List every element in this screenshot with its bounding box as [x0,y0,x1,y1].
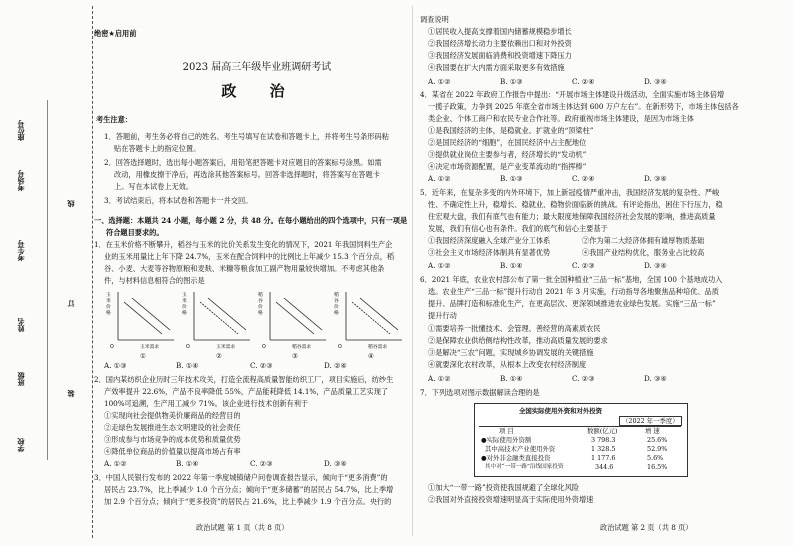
page-divider [412,6,413,536]
q6-item-4: ④就要深化农村改革，从根本上改变农村经济制度 [428,360,587,369]
q4-item-3: ③提供就业岗位主要参与者，经济增长的“发动机” [428,150,587,159]
q6-line-3: 提升、品牌打造和标准化生产，在更高层次、更深领域推进农业绿色发展。实施“三品一标” [428,299,716,308]
q6-item-2: ②是保障农业供给侧结构性改革，推动高质量发展的要求 [428,336,608,345]
svg-text:米: 米 [182,299,187,304]
binding-mark-bind: 装 [67,390,75,397]
q3-line-3: 加 2.9 个百分点；倾向于“更多投资”的居民占 21.6%，比上季减少 1.9 个百分点。央行的 [104,497,392,506]
q5-line-4: 发展，我们有信心也有条件。我们的底气和信心主要基于 [428,224,608,233]
svg-text:谷: 谷 [258,299,263,304]
table-header-item: 项 目 [499,427,514,435]
footer-right: 政治试题 第 2 页（共 8 页） [600,523,693,532]
svg-text:O: O [110,345,114,350]
q4-item-4: ④决定市场资源配置，是产业变革流动的“指挥棒” [428,162,587,171]
section-title-a: 一、选择题：本题共 24 小题，每小题 2 分，共 48 分。在每小题给出的四个选项中，只有一项是 [94,216,408,225]
notice-line-2: 贴在答题卡上的指定位置。 [114,144,201,153]
svg-text:米: 米 [106,299,111,304]
section-title-b: 符合题目要求的。 [106,228,164,237]
q5-item-3: ③社会主义市场经济体制具有显著优势 [428,248,551,257]
q2-item-1: ①实现向社会提供物美价廉商品的经营目的 [104,411,241,420]
q7-item-2: ②我国对外直接投资增速明显高于实际使用外资增速 [428,495,594,504]
q1-option-c[interactable]: C. ②③ [250,361,273,370]
q5-item-4: ④我国产业结构优化，服务业占比较高 [582,248,705,257]
q2-item-3: ③形成参与市场竞争的成本优势和质量优势 [104,435,241,444]
q3-cont: 调查说明 [420,15,449,24]
q5-item-2: ②作为第二大经济体拥有雄厚物质基础 [582,236,705,245]
q3-item-2: ②我国经济增长动力主要依赖出口和对外投资 [428,39,572,48]
q6-option-d[interactable]: D. ③④ [644,374,667,383]
margin-label-room-no: 考场号 [17,170,25,191]
q5-line-2: 性、不确定性上升，稳增长、稳就业、稳物价面临新的挑战。有评论指出，困住下行压力，稳 [428,200,723,209]
q3-line-1: 3．中国人民银行发布的 2022 年第一季度城镇储户问卷调查报告显示，倾向于“更多消费”的 [94,473,388,482]
q1-option-a[interactable]: A. ①③ [104,361,127,370]
q1-chart-2 [182,291,250,350]
cut-line [47,100,48,460]
notice-line-5: 上。写在本试卷上无效。 [114,182,194,191]
q4-line-3: 类企业、个体工商户和农民专业合作社等。政府重视市场主体建设，是因为市场主体 [428,114,694,123]
chart1-ylabel: 玉 [106,293,111,298]
table-row-1-amount: 3 798.3 [591,436,616,444]
table-row-1-growth: 25.6% [647,436,668,444]
margin-label-school: 学校 [17,438,25,452]
q5-option-a[interactable]: A. ①② [428,261,451,270]
table-title: 全国实际使用外资和对外投资 [519,407,603,415]
svg-text:O: O [186,345,190,350]
q5-option-b[interactable]: B. ①④ [500,261,523,270]
q3-line-2: 居民占 23.7%，比上季减少 1.0 个百分点；倾向于“更多储蓄”的居民占 54.7%，比上季增 [104,485,394,494]
notice-line-1: 1．答题前，考生务必将自己的姓名、考生号填写在试卷和答题卡上，并将考生号条形码粘 [104,132,389,141]
binding-dashed-line [92,6,93,538]
q5-item-1: ①我国经济深度融入全球产业分工体系 [428,236,551,245]
table-row-4-label: 其中对“一带一路”沿线国家投资 [485,464,564,470]
svg-text:谷: 谷 [334,299,339,304]
q1-line-3: 谷、小麦、大麦等谷物原粮和麦麸、米糠等粮食加工副产物用量较快增加。不考虑其他条 [104,264,385,273]
q2-line-1: 2．国内某纺织企业历时三年技术攻关，打造全流程高质量智能纺织工厂，项目实施后，纺纱生 [94,375,394,384]
q5-option-d[interactable]: D. ③④ [644,261,667,270]
q3-option-c[interactable]: C. ②④ [572,77,595,86]
margin-label-class: 班级 [17,372,25,386]
q6-line-1: 6．2021 年底，农业农村部公布了第一批全国种植业“三品一标”基地，全国 100 个基地成功入 [420,275,723,284]
q1-line-4: 件，与材料信息相符合的图示是 [104,276,205,285]
chart-num-2: ② [216,352,222,360]
q1-chart-3 [258,291,326,350]
svg-text:格: 格 [258,311,263,316]
table-header-amount: 数额(亿元) [587,427,618,435]
notice-line-6: 3．考试结束后，将本试卷和答题卡一并交回。 [104,196,253,205]
secret-mark: 绝密★启用前 [94,29,137,38]
q4-item-2: ②是国民经济的“细胞”，在国民经济中占主配地位 [428,138,587,147]
q1-line-1: 1．在玉米价格不断攀升，稻谷与玉米的比价关系发生变化的情况下，2021 年我国饲料生产企 [94,240,393,249]
chart-num-4: ④ [368,352,374,360]
notice-title: 考生注意： [96,115,132,124]
q2-line-2: 产效率提升 22.6%，产品不良率降低 55%，产品能耗降低 14.1%，产品质量工艺实现了 [104,387,389,396]
q2-option-c[interactable]: C. ②③ [250,459,273,468]
table-row-4-amount: 344.6 [595,463,614,471]
q3-item-4: ④我国要在扩大内需方面采取更多有效措施 [428,63,565,72]
svg-text:价: 价 [106,305,111,310]
q3-item-3: ③我国经济发展面临消费和投资增速下降压力 [428,51,572,60]
q2-item-4: ④降低单位商品的价值量以提高市场占有率 [104,447,241,456]
table-row-2-amount: 1 328.5 [591,445,616,453]
margin-label-name: 姓名 [17,318,25,332]
q6-line-2: 选。农业生产“三品一标”提升行动自 2021 年 3 月实施，行动指导各地聚焦品种培优、品质 [428,287,719,296]
q6-item-3: ③是解决“三农”问题，实现城乡协调发展的关键措施 [428,348,594,357]
binding-mark-order: 订 [67,300,75,307]
svg-text:稻谷需求: 稻谷需求 [292,345,312,350]
q2-option-b[interactable]: B. ①④ [176,459,199,468]
svg-text:价: 价 [334,305,339,310]
q1-option-d[interactable]: D. ②④ [324,361,347,370]
q1-chart-1 [106,291,174,350]
chart-num-3: ③ [292,352,298,360]
notice-line-4: 改动，用橡皮擦干净后，再选涂其他答案标号。回答非选择题时，将答案写在答题卡 [114,170,380,179]
q6-option-c[interactable]: C. ②③ [572,374,595,383]
q4-option-b[interactable]: B. ①③ [500,174,523,183]
svg-text:O: O [338,345,342,350]
q4-line-1: 4．某省在 2022 年政府工作报告中提出：“开展市场主体建设升级活动，全面实施市场主体倍增 [420,90,725,99]
binding-mark-line: 线 [67,200,75,207]
table-row-2-growth: 52.9% [647,445,668,453]
table-row-1-label: ●实际使用外资额 [481,436,532,444]
q5-line-3: 住宏观大盘，我们有底气也有能力；最大限度地保障我国经济社会发展的影响，推进高质量 [428,212,716,221]
q4-line-2: 一揽子政策，力争到 2025 年底全省市场主体达到 600 万户左右”。在新形势下，市场主体包括各 [428,102,739,111]
q3-item-1: ①居民收入提高支撑着国内储蓄规模稳步增长 [428,27,572,36]
q6-option-b[interactable]: B. ①④ [500,374,523,383]
exam-title: 2023 届高三年级毕业班调研考试 [182,62,332,73]
svg-text:稻: 稻 [258,293,263,298]
footer-left: 政治试题 第 1 页（共 8 页） [196,523,289,532]
svg-text:玉米需求: 玉米需求 [216,345,236,350]
notice-line-3: 2．回答选择题时，选出每小题答案后，用铅笔把答题卡对应题目的答案标号涂黑。如需 [104,158,382,167]
q4-option-a[interactable]: A. ①② [428,174,451,183]
q1-chart-4 [334,291,402,350]
svg-text:价: 价 [182,305,187,310]
q4-item-1: ①是我国经济的主体，是稳就业、扩就业的“顶梁柱” [428,126,594,135]
q6-line-4: 提升行动 [428,311,457,320]
q6-option-a[interactable]: A. ①② [428,374,451,383]
subject-title: 政 治 [221,82,299,100]
q2-option-d[interactable]: D. ③④ [324,459,347,468]
q6-item-1: ①需要培养一批懂技术、会管理、善经营的高素质农民 [428,324,601,333]
svg-text:格: 格 [182,311,187,316]
margin-label-seat-no: 座位号 [17,120,25,141]
q2-item-2: ②走绿色发展推进生态文明建设的社会责任 [104,423,241,432]
table-row-3-label: ●对外非金融类直接投资 [481,454,551,462]
q1-line-2: 业的玉米用量比上年下降 24.7%，玉米在配合饲料中的比例比上年减少 15.3 个百分点，稻 [104,252,395,261]
table-row-4-growth: 16.5% [647,463,668,471]
q5-line-1: 5．近年来，在复杂多变的内外环境下，加上新冠疫情严重冲击，我国经济发展的复杂性、严峻 [420,188,720,197]
q3-option-b[interactable]: B. ①③ [500,77,523,86]
q7-line: 7．下列选项对图示数据解读合理的是 [420,388,540,397]
svg-text:稻谷需求: 稻谷需求 [368,345,388,350]
table-period: （2022 年一季度） [619,416,682,426]
foreign-investment-table [474,403,688,477]
svg-text:稻: 稻 [334,293,339,298]
q3-option-a[interactable]: A. ①② [428,77,451,86]
margin-label-student-no: 考生号 [17,240,25,261]
q2-option-a[interactable]: A. ①② [104,459,127,468]
q3-option-d[interactable]: D. ③④ [644,77,667,86]
svg-text:价: 价 [258,305,263,310]
q4-option-c[interactable]: C. ②④ [572,174,595,183]
chart-num-1: ① [140,352,146,360]
svg-text:格: 格 [334,311,339,316]
q5-option-c[interactable]: C. ②③ [572,261,595,270]
svg-text:O: O [262,345,266,350]
q1-option-b[interactable]: B. ①④ [176,361,199,370]
q7-item-1: ①加大“一带一路”投资使我国规避了全球化风险 [428,483,580,492]
q4-option-d[interactable]: D. ③④ [644,174,667,183]
svg-text:格: 格 [106,311,111,316]
q2-line-3: 100%可追溯，生产用工减少 71%。该企业进行技术创新有利于 [104,399,309,408]
table-header-growth: 增 速 [645,427,660,435]
chart1-xlabel: 玉米需求 [140,345,160,350]
svg-text:玉: 玉 [182,293,187,298]
q1-charts [104,290,404,352]
table-row-3-growth: 5.6% [647,454,664,462]
table-row-2-label: 其中高技术产业使用外资 [485,445,556,453]
table-row-3-amount: 1 177.6 [591,454,616,462]
